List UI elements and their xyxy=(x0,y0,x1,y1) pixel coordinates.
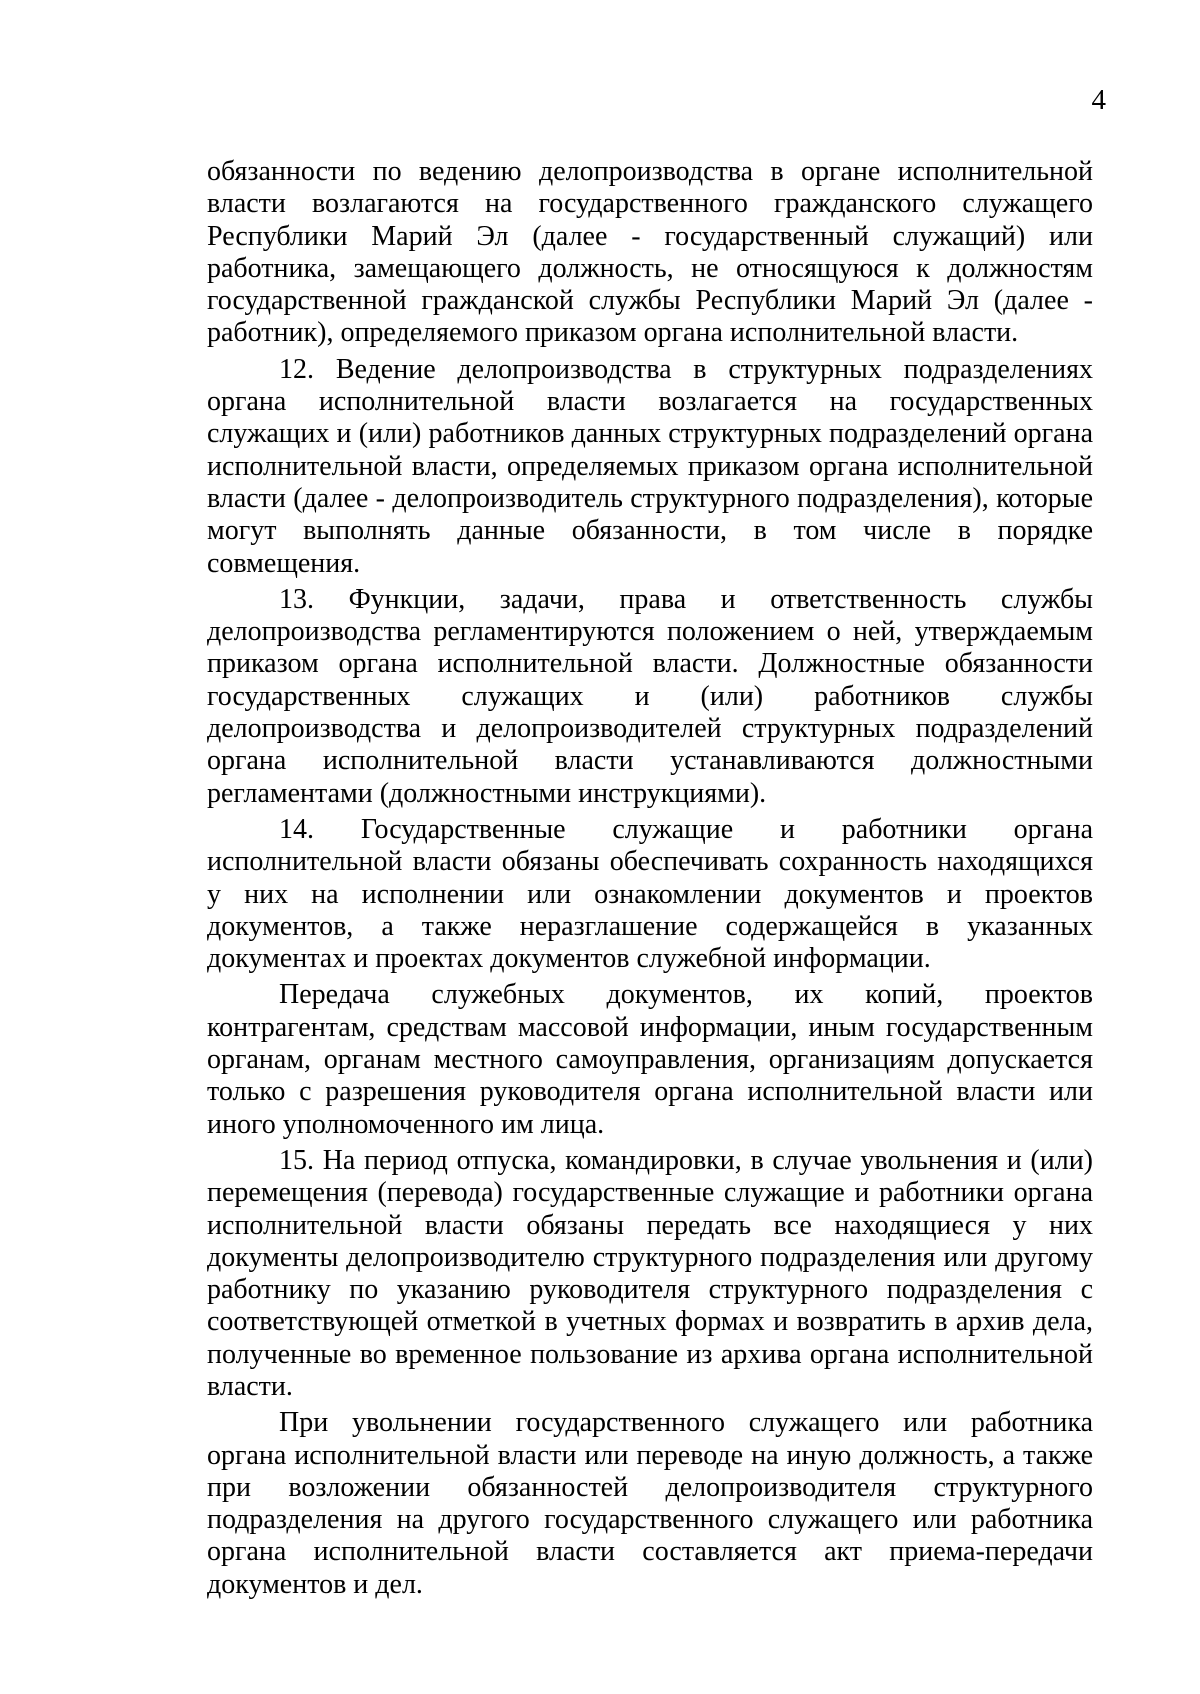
paragraph-item-12 xyxy=(207,354,1093,580)
page-number: 4 xyxy=(1091,84,1106,116)
paragraph-number: 14. xyxy=(279,813,314,845)
paragraph-number: 13. xyxy=(279,583,314,615)
paragraph-dismissal xyxy=(207,1407,1093,1601)
paragraph-continuation xyxy=(207,156,1093,350)
paragraph-item-13 xyxy=(207,584,1093,810)
paragraph-text: обязанности по ведению делопроизводства в органе исполнительной власти возлагаются на государственного гражданского служащего Республики Марий Эл (далее - государственный служащий) или работника, замещающего должность, не относящуюся к должностям государственной гражданской службы Республики Марий Эл (далее - работник), определяемого приказом органа исполнительной власти. xyxy=(207,156,1093,349)
paragraph-transfer xyxy=(207,979,1093,1140)
paragraph-text: Функции, задачи, права и ответственность службы делопроизводства регламентируются положением о ней, утверждаемым приказом органа исполнительной власти. Должностные обязанности государственных служащих и (или) работников службы делопроизводства и делопроизводителей структурных подразделений органа исполнительной власти устанавливаются должностными регламентами (должностными инструкциями). xyxy=(207,583,1093,809)
paragraph-text: Государственные служащие и работники органа исполнительной власти обязаны обеспечивать сохранность находящихся у них на исполнении или ознакомлении документов и проектов документов, а также неразглашение содержащейся в указанных документах и проектах документов служебной информации. xyxy=(207,813,1093,975)
paragraph-number: 15. xyxy=(279,1144,314,1176)
paragraph-text: На период отпуска, командировки, в случае увольнения и (или) перемещения (перевода) государственные служащие и работники органа исполнительной власти обязаны передать все находящиеся у них документы делопроизводителю структурного подразделения или другому работнику по указанию руководителя структурного подразделения с соответствующей отметкой в учетных формах и возвратить в архив дела, полученные во временное пользование из архива органа исполнительной власти. xyxy=(207,1144,1094,1402)
paragraph-item-14 xyxy=(207,814,1093,975)
document-body xyxy=(207,156,1093,1601)
paragraph-number: 12. xyxy=(279,353,314,385)
paragraph-text: При увольнении государственного служащего или работника органа исполнительной власти или переводе на иную должность, а также при возложении обязанностей делопроизводителя структурного подразделения на другого государственного служащего или работника органа исполнительной власти составляется акт приема-передачи документов и дел. xyxy=(207,1407,1093,1600)
paragraph-item-15 xyxy=(207,1145,1093,1403)
paragraph-text: Передача служебных документов, их копий, проектов контрагентам, средствам массовой информации, иным государственным органам, органам местного самоуправления, организациям допускается только с разрешения руководителя органа исполнительной власти или иного уполномоченного им лица. xyxy=(207,979,1093,1140)
paragraph-text: Ведение делопроизводства в структурных подразделениях органа исполнительной власти возлагается на государственных служащих и (или) работников данных структурных подразделений органа исполнительной власти, определяемых приказом органа исполнительной власти (далее - делопроизводитель структурного подразделения), которые могут выполнять данные обязанности, в том числе в порядке совмещения. xyxy=(207,353,1094,579)
